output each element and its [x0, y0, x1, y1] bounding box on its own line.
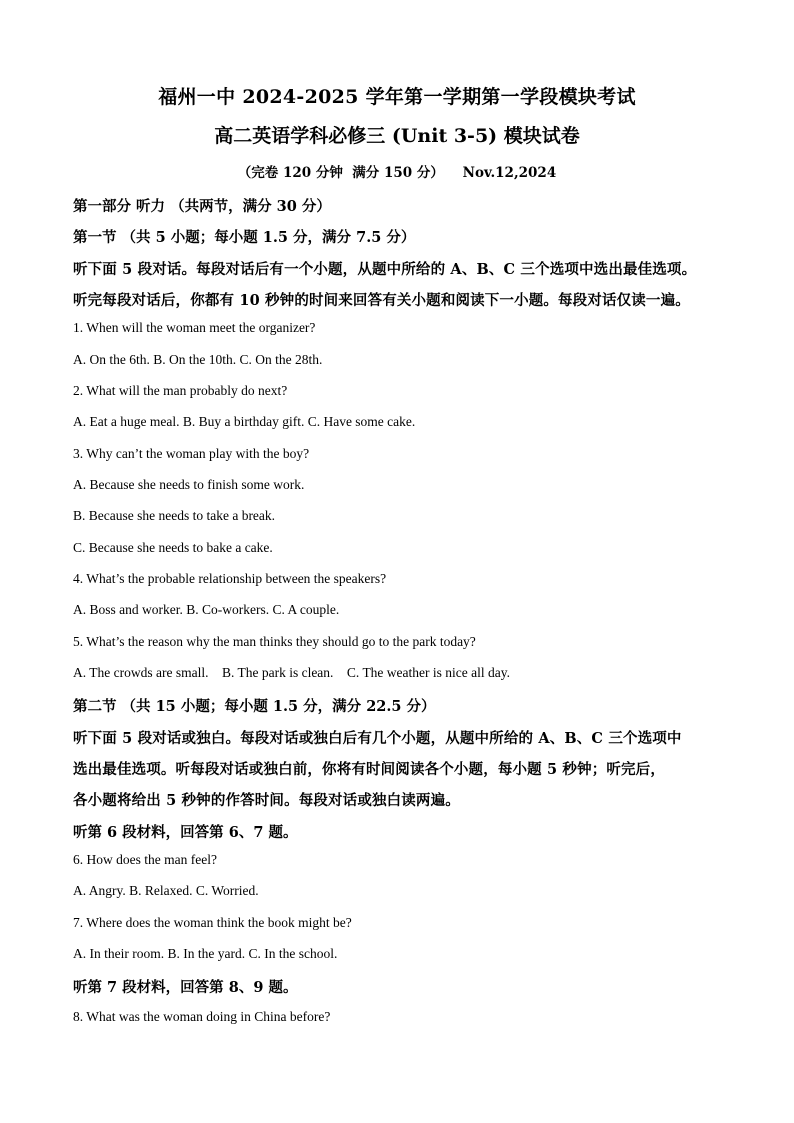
section1-instruction-line: 听完每段对话后，你都有 10 秒钟的时间来回答有关小题和阅读下一小题。每段对话仅读一遍。 — [73, 292, 690, 309]
question-1-options: A. On the 6th. B. On the 10th. C. On the 28th. — [73, 352, 323, 367]
section2-instruction-line: 各小题将给出 5 秒钟的作答时间。每段对话或独白读两遍。 — [73, 792, 460, 809]
question-3-option-c: C. Because she needs to bake a cake. — [73, 540, 273, 555]
question-5-options: A. The crowds are small. B. The park is clean. C. The weather is nice all day. — [73, 665, 510, 680]
question-3: 3. Why can’t the woman play with the boy? — [73, 446, 310, 461]
exam-subtitle: 高二英语学科必修三 (Unit 3-5) 模块试卷 — [214, 125, 580, 147]
question-1: 1. When will the woman meet the organizer? — [73, 320, 316, 335]
question-7-options: A. In their room. B. In the yard. C. In the school. — [73, 946, 338, 961]
section1-instruction-line: 听下面 5 段对话。每段对话后有一个小题，从题中所给的 A、B、C 三个选项中选出最佳选项。 — [73, 261, 697, 278]
exam-meta: （完卷 120 分钟 满分 150 分） Nov.12,2024 — [237, 165, 557, 181]
question-4-options: A. Boss and worker. B. Co-workers. C. A couple. — [73, 602, 340, 617]
material-7-heading: 听第 7 段材料，回答第 8、9 题。 — [73, 979, 298, 996]
part1-heading: 第一部分 听力 （共两节，满分 30 分） — [73, 198, 331, 215]
question-8: 8. What was the woman doing in China before? — [73, 1009, 331, 1024]
section2-heading: 第二节 （共 15 小题；每小题 1.5 分，满分 22.5 分） — [73, 698, 436, 715]
exam-title: 福州一中 2024-2025 学年第一学期第一学段模块考试 — [158, 86, 636, 108]
question-2-options: A. Eat a huge meal. B. Buy a birthday gift. C. Have some cake. — [73, 414, 416, 429]
question-6-options: A. Angry. B. Relaxed. C. Worried. — [73, 883, 259, 898]
material-6-heading: 听第 6 段材料，回答第 6、7 题。 — [73, 824, 298, 841]
question-7: 7. Where does the woman think the book might be? — [73, 915, 352, 930]
question-2: 2. What will the man probably do next? — [73, 383, 288, 398]
section2-instruction-line: 选出最佳选项。听每段对话或独白前，你将有时间阅读各个小题，每小题 5 秒钟；听完后， — [73, 761, 665, 778]
question-3-option-a: A. Because she needs to finish some work. — [73, 477, 305, 492]
question-3-option-b: B. Because she needs to take a break. — [73, 508, 276, 523]
question-5: 5. What’s the reason why the man thinks they should go to the park today? — [73, 634, 476, 649]
question-4: 4. What’s the probable relationship between the speakers? — [73, 571, 387, 586]
question-6: 6. How does the man feel? — [73, 852, 217, 867]
section1-heading: 第一节 （共 5 小题；每小题 1.5 分，满分 7.5 分） — [73, 229, 416, 246]
section2-instruction-line: 听下面 5 段对话或独白。每段对话或独白后有几个小题，从题中所给的 A、B、C 三个选项中 — [73, 730, 682, 747]
